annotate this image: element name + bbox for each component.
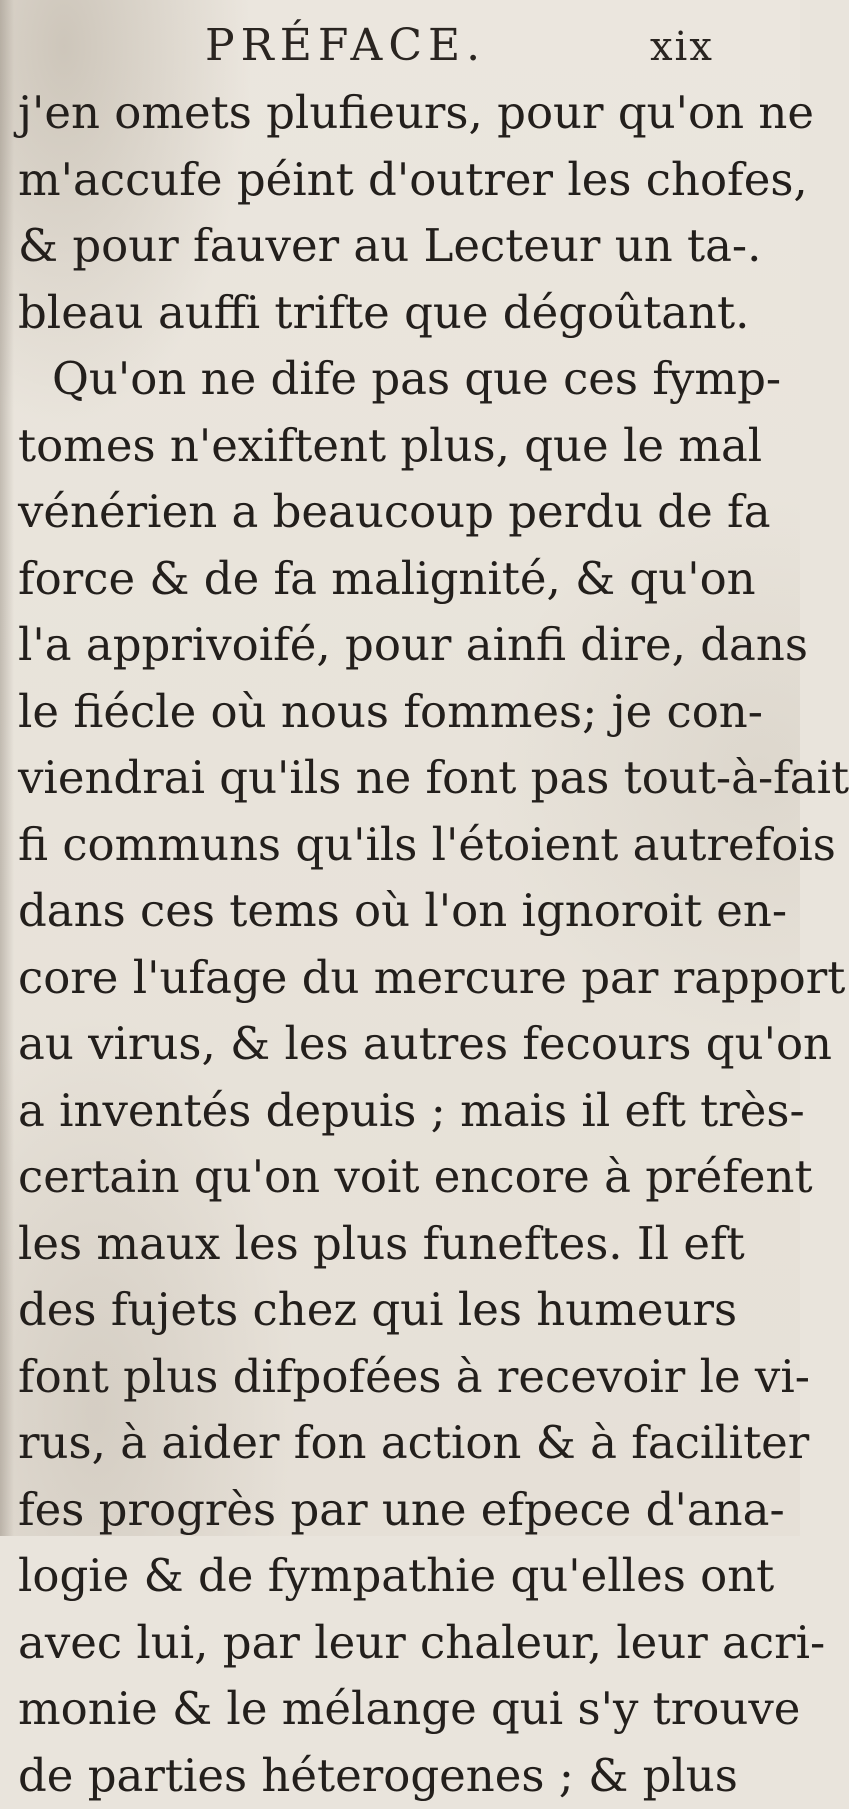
text-line: j'en omets plufieurs, pour qu'on ne: [18, 80, 798, 147]
text-line: certain qu'on voit encore à préfent: [18, 1144, 798, 1211]
text-line: rus, à aider fon action & à faciliter: [18, 1410, 798, 1477]
text-line: les maux les plus funeftes. Il eft: [18, 1211, 798, 1278]
text-line: fes progrès par une efpece d'ana-: [18, 1477, 798, 1544]
text-line: monie & le mélange qui s'y trouve: [18, 1676, 798, 1743]
text-line: bleau auffi trifte que dégoûtant.: [18, 280, 798, 347]
page-header: [0, 20, 800, 80]
text-line: & pour fauver au Lecteur un ta-.: [18, 213, 798, 280]
text-line: a inventés depuis ; mais il eft très-: [18, 1078, 798, 1145]
text-line: dans ces tems où l'on ignoroit en-: [18, 878, 798, 945]
text-line: au virus, & les autres fecours qu'on: [18, 1011, 798, 1078]
text-line: fi communs qu'ils l'étoient autrefois: [18, 812, 798, 879]
text-line: logie & de fympathie qu'elles ont: [18, 1543, 798, 1610]
running-title: PRÉFACE.: [205, 20, 486, 71]
text-line: des fujets chez qui les humeurs: [18, 1277, 798, 1344]
page-number: xix: [650, 24, 714, 70]
text-line: viendrai qu'ils ne font pas tout-à-fait: [18, 745, 798, 812]
text-line: de parties héterogenes ; & plus: [18, 1743, 798, 1809]
text-line: l'a apprivoifé, pour ainfi dire, dans: [18, 612, 798, 679]
page-edge-shadow: [0, 0, 14, 1536]
body-text: [18, 80, 798, 1809]
text-line: tomes n'exiftent plus, que le mal: [18, 413, 798, 480]
text-line: le fiécle où nous fommes; je con-: [18, 679, 798, 746]
text-line: avec lui, par leur chaleur, leur acri-: [18, 1610, 798, 1677]
text-line: Qu'on ne dife pas que ces fymp-: [18, 346, 798, 413]
text-line: vénérien a beaucoup perdu de fa: [18, 479, 798, 546]
text-line: core l'ufage du mercure par rapport: [18, 945, 798, 1012]
text-line: force & de fa malignité, & qu'on: [18, 546, 798, 613]
text-line: m'accufe péint d'outrer les chofes,: [18, 147, 798, 214]
text-line: font plus difpofées à recevoir le vi-: [18, 1344, 798, 1411]
